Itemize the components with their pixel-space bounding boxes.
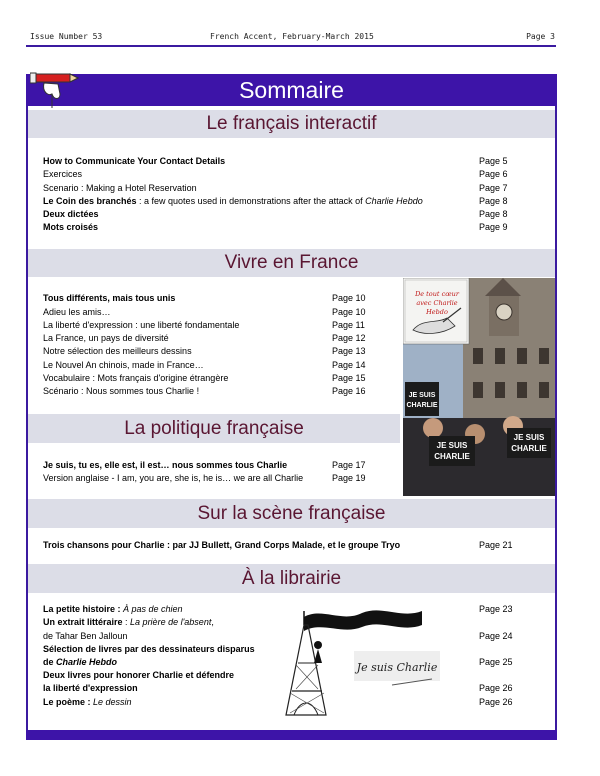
list-item[interactable]: Notre sélection des meilleurs dessins Page 13 xyxy=(43,346,366,356)
svg-text:avec Charlie: avec Charlie xyxy=(416,299,458,307)
svg-text:JE SUIS: JE SUIS xyxy=(436,441,468,450)
list-item[interactable]: La petite histoire : À pas de chien Page 23 xyxy=(43,604,513,614)
list-item[interactable]: de Charlie Hebdo Page 25 xyxy=(43,657,513,667)
list-item[interactable]: Tous différents, mais tous unis Page 10 xyxy=(43,293,366,303)
list-item[interactable]: How to Communicate Your Contact Details Page 5 xyxy=(43,156,508,166)
list-item[interactable]: Mots croisés Page 9 xyxy=(43,222,508,232)
list-item[interactable]: Trois chansons pour Charlie : par JJ Bullett, Grand Corps Malade, et le groupe Tryo Page 21 xyxy=(43,540,513,550)
section-heading-vivre: Vivre en France xyxy=(28,249,555,277)
svg-text:Je suis Charlie: Je suis Charlie xyxy=(356,661,438,674)
header-rule xyxy=(26,45,556,47)
section-heading-scene: Sur la scène française xyxy=(28,499,555,528)
list-item[interactable]: La liberté d'expression : une liberté fondamentale Page 11 xyxy=(43,320,365,330)
issue-number: Issue Number 53 xyxy=(30,32,103,41)
list-item[interactable]: Le Coin des branchés : a few quotes used in demonstrations after the attack of Charlie Hebdo Page 8 xyxy=(43,196,508,206)
list-item[interactable]: Le poème : Le dessin Page 26 xyxy=(43,697,513,707)
list-item[interactable]: Sélection de livres par des dessinateurs disparus xyxy=(43,644,255,654)
list-item[interactable]: Scenario : Making a Hotel Reservation Page 7 xyxy=(43,183,508,193)
running-header xyxy=(30,32,555,44)
svg-text:Hebdo: Hebdo xyxy=(426,308,448,316)
list-item[interactable]: Version anglaise - I am, you are, she is, he is… we are all Charlie Page 19 xyxy=(43,473,366,483)
page-title: Sommaire xyxy=(239,77,344,103)
svg-text:CHARLIE: CHARLIE xyxy=(406,402,438,409)
pencil-logo-icon xyxy=(30,70,82,110)
list-item[interactable]: Scénario : Nous sommes tous Charlie ! Page 16 xyxy=(43,386,366,396)
section-heading-politique: La politique française xyxy=(28,414,400,443)
list-item[interactable]: la liberté d'expression Page 26 xyxy=(43,683,513,693)
svg-text:JE SUIS: JE SUIS xyxy=(408,392,436,399)
demonstration-photo xyxy=(403,278,555,496)
svg-text:JE SUIS: JE SUIS xyxy=(513,433,545,442)
svg-text:De tout cœur: De tout cœur xyxy=(415,290,459,298)
list-item[interactable]: Deux dictées Page 8 xyxy=(43,209,508,219)
publication-title: French Accent, February-March 2015 xyxy=(210,32,374,41)
list-item[interactable]: La France, un pays de diversité Page 12 xyxy=(43,333,366,343)
svg-text:CHARLIE: CHARLIE xyxy=(511,444,547,453)
page-number: Page 3 xyxy=(526,32,555,41)
bottom-bar xyxy=(26,730,557,740)
svg-text:CHARLIE: CHARLIE xyxy=(434,452,470,461)
list-item[interactable]: Deux livres pour honorer Charlie et défendre xyxy=(43,670,235,680)
list-item[interactable]: Je suis, tu es, elle est, il est… nous sommes tous Charlie Page 17 xyxy=(43,460,366,470)
list-item[interactable]: Un extrait littéraire : La prière de l'absent, xyxy=(43,617,214,627)
section-heading-interactif: Le français interactif xyxy=(28,110,555,138)
eiffel-tower-drawing xyxy=(282,603,442,721)
list-item[interactable]: Le Nouvel An chinois, made in France… Page 14 xyxy=(43,360,366,370)
list-item[interactable]: Exercices Page 6 xyxy=(43,169,508,179)
list-item[interactable]: de Tahar Ben Jalloun Page 24 xyxy=(43,631,513,641)
list-item[interactable]: Vocabulaire : Mots français d'origine étrangère Page 15 xyxy=(43,373,366,383)
list-item[interactable]: Adieu les amis… Page 10 xyxy=(43,307,366,317)
section-heading-librairie: À la librairie xyxy=(28,564,555,593)
